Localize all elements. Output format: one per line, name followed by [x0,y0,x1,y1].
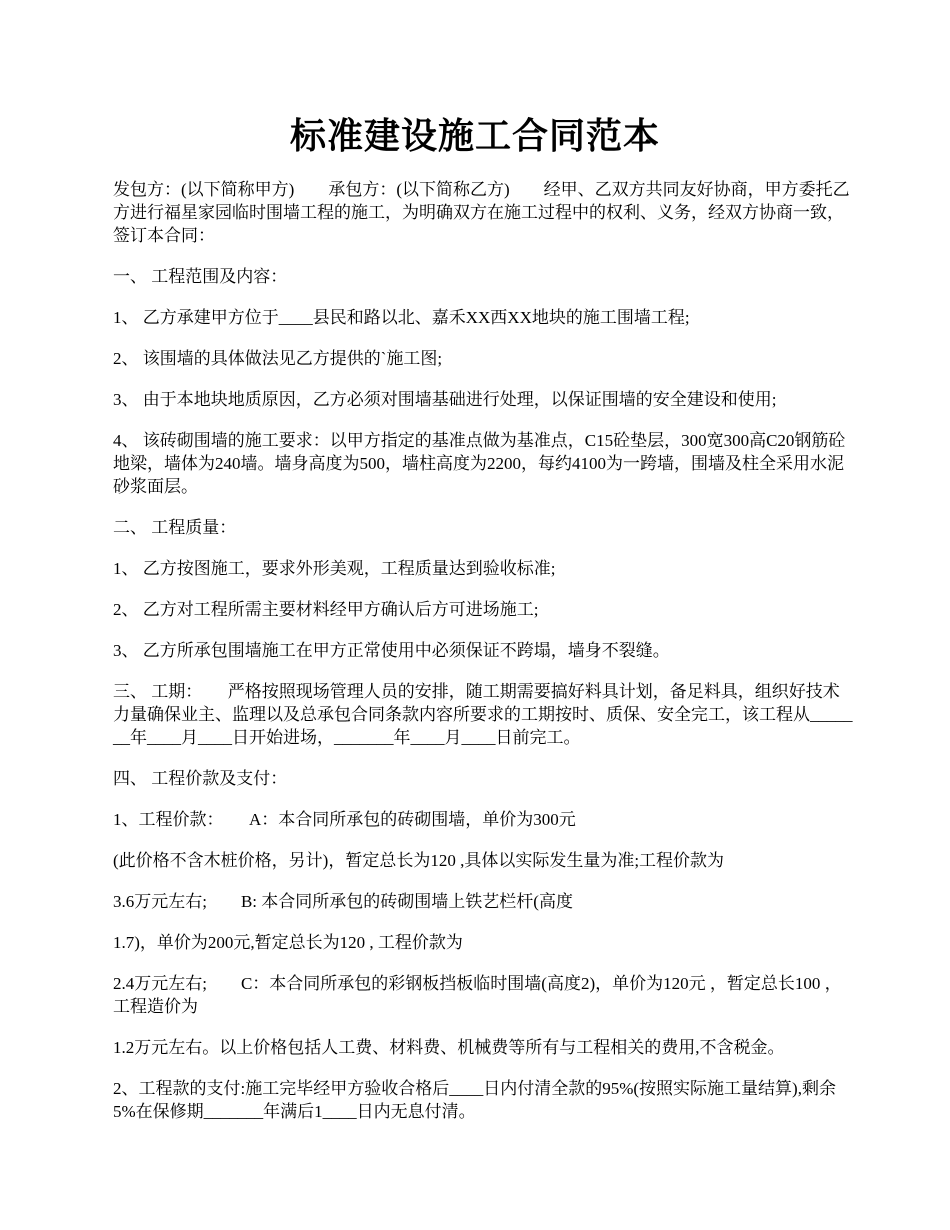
section-schedule: 三、 工期： 严格按照现场管理人员的安排，随工期需要搞好料具计划，备足料具，组织好技术力量确保业主、监理以及总承包合同条款内容所要求的工期按时、质保、安全完工，该工程从_______年____月____日开始进场，_______年____月____日前完工。 [113,682,853,747]
scope-item-3: 3、 由于本地块地质原因，乙方必须对围墙基础进行处理，以保证围墙的安全建设和使用; [113,390,777,409]
scope-item-2: 2、 该围墙的具体做法见乙方提供的`施工图; [113,349,443,368]
price-item-a: 1、工程价款： A：本合同所承包的砖砌围墙，单价为300元 [113,810,576,829]
scope-item-4: 4、 该砖砌围墙的施工要求：以甲方指定的基准点做为基准点，C15砼垫层，300宽300高C20钢筋砼地梁，墙体为240墙。墙身高度为500，墙柱高度为2200，每约4100为一跨墙，围墙及柱全采用水泥砂浆面层。 [113,431,846,496]
scope-item-1: 1、 乙方承建甲方位于____县民和路以北、嘉禾XX西XX地块的施工围墙工程; [113,308,690,327]
intro-paragraph: 发包方：(以下简称甲方) 承包方：(以下简称乙方) 经甲、乙双方共同友好协商，甲方委托乙方进行福星家园临时围墙工程的施工，为明确双方在施工过程中的权利、义务，经双方协商一致，签订本合同： [113,180,850,245]
price-line-2: (此价格不含木桩价格，另计)，暂定总长为120 ,具体以实际发生量为准;工程价款为 [113,851,725,870]
section-heading-scope: 一、 工程范围及内容： [113,267,288,286]
price-item-b: 3.6万元左右; B: 本合同所承包的砖砌围墙上铁艺栏杆(高度 [113,892,573,911]
section-heading-quality: 二、 工程质量： [113,518,237,537]
document-title: 标准建设施工合同范本 [289,116,660,156]
price-total-note: 1.2万元左右。以上价格包括人工费、材料费、机械费等所有与工程相关的费用,不含税金。 [113,1038,785,1057]
quality-item-2: 2、 乙方对工程所需主要材料经甲方确认后方可进场施工; [113,600,539,619]
document-body [113,178,853,1141]
section-heading-price: 四、 工程价款及支付： [113,769,288,788]
payment-terms: 2、工程款的支付:施工完毕经甲方验收合格后____日内付清全款的95%(按照实际施工量结算),剩余5%在保修期_______年满后1____日内无息付清。 [113,1079,836,1121]
quality-item-3: 3、 乙方所承包围墙施工在甲方正常使用中必须保证不跨塌，墙身不裂缝。 [113,641,670,660]
quality-item-1: 1、 乙方按图施工，要求外形美观，工程质量达到验收标准; [113,559,556,578]
price-item-c: 2.4万元左右; C：本合同所承包的彩钢板挡板临时围墙(高度2)，单价为120元 ，暂定总长100 ，工程造价为 [113,974,842,1016]
price-line-4: 1.7)，单价为200元,暂定总长为120 , 工程价款为 [113,933,463,952]
